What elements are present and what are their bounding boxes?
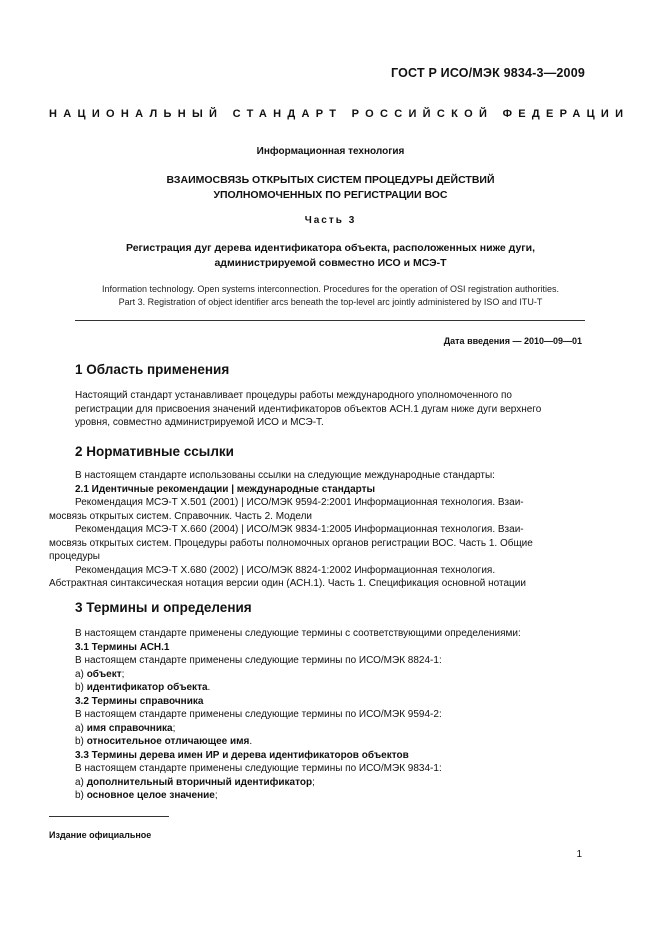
- footer-divider: [49, 816, 169, 817]
- title-line: ВЗАИМОСВЯЗЬ ОТКРЫТЫХ СИСТЕМ ПРОЦЕДУРЫ ДЕЙСТВИЙ: [166, 174, 495, 186]
- list-marker: а): [75, 668, 84, 680]
- english-title-line: Information technology. Open systems interconnection. Procedures for the operation of OSI registration authorities.: [101, 284, 560, 294]
- list-item: b) относительное отличающее имя.: [75, 736, 253, 747]
- english-title-line: Part 3. Registration of object identifier arcs beneath the top-level arc jointly administered by ISO and ITU-T: [118, 297, 543, 307]
- term: основное целое значение: [86, 790, 215, 801]
- info-technology-label: Информационная технология: [256, 146, 405, 157]
- reference-line: мосвязь открытых систем. Справочник. Часть 2. Модели: [49, 510, 312, 522]
- reference-line: Рекомендация МСЭ-Т Х.660 (2004) | ИСО/МЭК 9834-1:2005 Информационная технология. Взаи-: [75, 524, 524, 535]
- section-2-body: [49, 469, 585, 591]
- term: объект: [86, 668, 122, 680]
- english-title: [40, 283, 621, 309]
- title-divider: [75, 320, 585, 321]
- text-line: регистрации для присвоения значений идентификаторов объектов АСН.1 дугам ниже дуги верхнего: [75, 403, 542, 415]
- reference-line: мосвязь открытых систем. Процедуры работы полномочных органов регистрации ВОС. Часть 1. Общие: [49, 537, 533, 549]
- term: относительное отличающее имя: [86, 736, 250, 747]
- document-subtitle: [60, 241, 601, 271]
- reference-line: Рекомендация МСЭ-Т Х.501 (2001) | ИСО/МЭК 9594-2:2001 Информационная технология. Взаи-: [75, 497, 524, 508]
- list-item: b) основное целое значение;: [75, 790, 218, 801]
- reference-line: Абстрактная синтаксическая нотация версии один (АСН.1). Часть 1. Спецификация основной нотации: [49, 578, 526, 589]
- section-3-body: [75, 627, 585, 803]
- term: дополнительный вторичный идентификатор: [86, 776, 313, 788]
- page-number: 1: [576, 849, 582, 860]
- subsection-heading: 2.1 Идентичные рекомендации | международные стандарты: [75, 483, 376, 495]
- text-line: В настоящем стандарте использованы ссылки на следующие международные стандарты:: [75, 470, 495, 481]
- reference-line: Рекомендация МСЭ-Т Х.680 (2002) | ИСО/МЭК 8824-1:2002 Информационная технология.: [75, 564, 496, 576]
- list-marker: b): [75, 790, 84, 801]
- list-item: а) дополнительный вторичный идентификатор;: [75, 776, 315, 788]
- text-line: В настоящем стандарте применены следующие термины по ИСО/МЭК 9594-2:: [75, 709, 442, 720]
- text-line: уровня, совместно администрируемой ИСО и МСЭ-Т.: [75, 417, 324, 428]
- term: имя справочника: [86, 722, 173, 734]
- text-line: В настоящем стандарте применены следующие термины с соответствующими определениями:: [75, 628, 521, 639]
- edition-label: Издание официальное: [49, 830, 152, 840]
- list-marker: а): [75, 722, 84, 734]
- section-1-body: [75, 389, 585, 430]
- document-title: [60, 173, 601, 203]
- subsection-heading: 3.1 Термины АСН.1: [75, 641, 170, 653]
- reference-line: процедуры: [49, 551, 100, 562]
- part-label: Часть 3: [304, 215, 357, 226]
- term: идентификатор объекта: [86, 682, 208, 693]
- section-1-heading: 1 Область применения: [75, 362, 230, 377]
- section-3-heading: 3 Термины и определения: [75, 600, 252, 615]
- subtitle-line: администрируемой совместно ИСО и МСЭ-Т: [214, 257, 447, 269]
- standard-code: ГОСТ Р ИСО/МЭК 9834-3—2009: [390, 66, 585, 80]
- national-standard-banner: НАЦИОНАЛЬНЫЙ СТАНДАРТ РОССИЙСКОЙ ФЕДЕРАЦИИ: [49, 108, 630, 120]
- section-2-heading: 2 Нормативные ссылки: [75, 444, 234, 459]
- list-marker: b): [75, 736, 84, 747]
- subsection-heading: 3.2 Термины справочника: [75, 695, 204, 707]
- list-marker: а): [75, 776, 84, 788]
- list-item: а) имя справочника;: [75, 722, 176, 734]
- subsection-heading: 3.3 Термины дерева имен ИР и дерева идентификаторов объектов: [75, 749, 409, 761]
- subtitle-line: Регистрация дуг дерева идентификатора объекта, расположенных ниже дуги,: [125, 242, 536, 254]
- text-line: В настоящем стандарте применены следующие термины по ИСО/МЭК 9834-1:: [75, 763, 442, 774]
- text-line: Настоящий стандарт устанавливает процедуры работы международного уполномоченного по: [75, 390, 512, 401]
- list-marker: b): [75, 682, 84, 693]
- list-item: b) идентификатор объекта.: [75, 682, 211, 693]
- text-line: В настоящем стандарте применены следующие термины по ИСО/МЭК 8824-1:: [75, 655, 442, 666]
- title-line: УПОЛНОМОЧЕННЫХ ПО РЕГИСТРАЦИИ ВОС: [213, 189, 448, 201]
- effective-date: Дата введения — 2010—09—01: [443, 336, 582, 346]
- list-item: а) объект;: [75, 668, 125, 680]
